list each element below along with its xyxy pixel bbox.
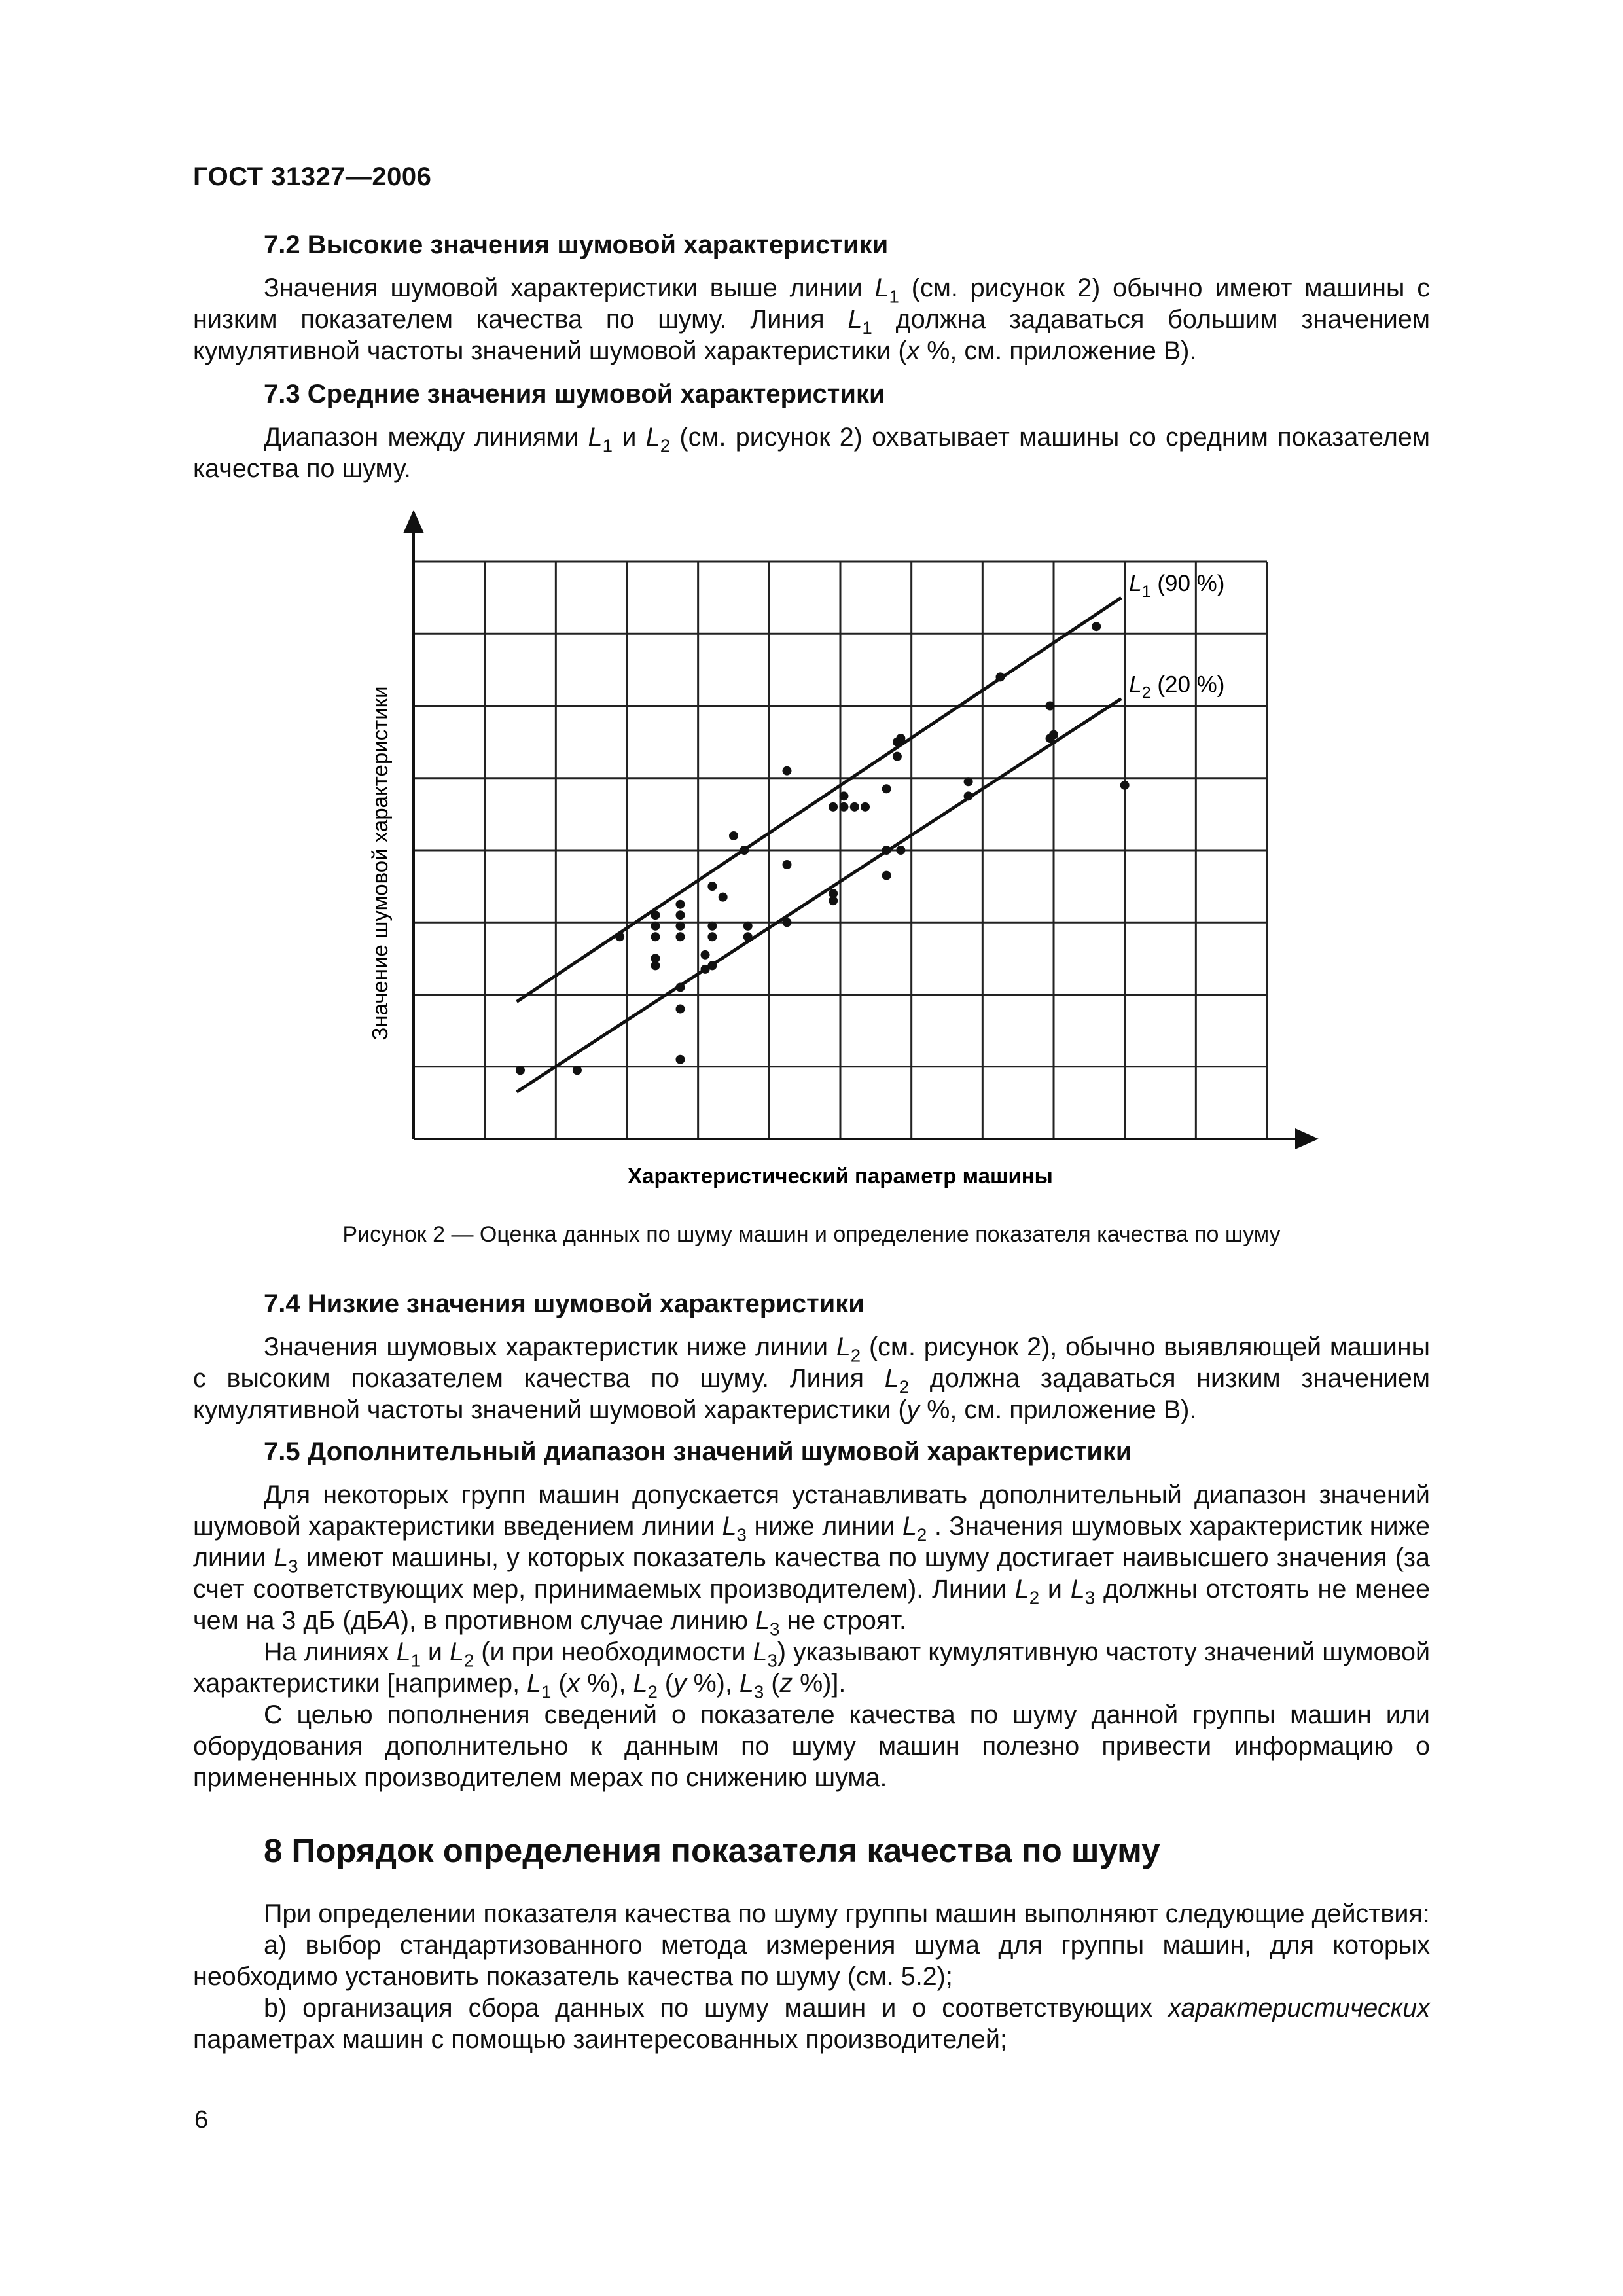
data-point (701, 950, 710, 960)
regression-line-l1 (517, 598, 1122, 1001)
data-point (893, 752, 902, 761)
figure-caption: Рисунок 2 — Оценка данных по шуму машин и определение показателя качества по шуму (342, 1222, 1281, 1247)
x-axis-label: Характеристический параметр машины (628, 1164, 1053, 1188)
data-point (676, 922, 685, 931)
data-point (1049, 730, 1058, 740)
section-7-5-text: Для некоторых групп машин допускается устанавливать дополнительный диапазон значений шумовой характеристики введением линии $L_3$ ниже линии $L_2$ . Значения шумовых характеристик ниже линии $L_3$ имеют машины, у которых показатель качества по шуму достигает наивысшего значения (за счет соответствующих мер, принимаемых производителем). Линии $L_2$ и $L_3$ должны отстоять не менее чем на 3 дБ (дБA), в противном случае линию $L_3$ не строят. На линиях $L_1$ и $L_2$ (и при необходимости $L_3$) указывают кумулятивную частоту значений шумовой характеристики [например, $L_1$ (x %), $L_2$ (y %), $L_3$ (z %)]. С целью пополнения сведений о показателе качества по шуму данной группы машин или оборудования дополнительно к данным по шуму машин полезно привести информацию о примененных производителем мерах по снижению шума. (193, 1480, 1431, 1792)
data-point (839, 791, 848, 800)
data-point (829, 896, 838, 905)
data-point (743, 922, 753, 931)
data-point (783, 918, 792, 927)
data-point (676, 1055, 685, 1064)
data-point (839, 802, 848, 812)
page-number: 6 (194, 2106, 209, 2134)
section-7-3-title: 7.3 Средние значения шумовой характеристики (264, 380, 885, 408)
data-point (729, 831, 738, 840)
section-7-4-title: 7.4 Низкие значения шумовой характеристики (264, 1289, 865, 1318)
chart-grid (414, 562, 1267, 1139)
data-point (651, 961, 660, 970)
section-8-title: 8 Порядок определения показателя качества по шуму (264, 1832, 1160, 1869)
data-point (615, 932, 624, 941)
data-point (1046, 702, 1055, 711)
section-7-5-title: 7.5 Дополнительный диапазон значений шумовой характеристики (264, 1437, 1132, 1466)
data-point (676, 900, 685, 909)
data-point (896, 734, 905, 743)
data-point (743, 932, 753, 941)
data-point (783, 860, 792, 869)
section-7-2-text: Значения шумовой характеристики выше линии $L_1$ (см. рисунок 2) обычно имеют машины с низким показателем качества по шуму. Линия $L_1$ должна задаваться большим значением кумулятивной частоты значений шумовой характеристики (x %, см. приложение В). (193, 274, 1430, 365)
regression-line-l2 (517, 698, 1122, 1092)
data-point (651, 910, 660, 920)
data-point (676, 1005, 685, 1014)
data-point (516, 1066, 525, 1075)
data-point (707, 922, 717, 931)
data-point (651, 932, 660, 941)
data-point (861, 802, 870, 812)
data-point (882, 846, 891, 855)
data-point (707, 882, 717, 891)
data-point (783, 766, 792, 776)
section-7-3-text: Диапазон между линиями $L_1$ и $L_2$ (см. рисунок 2) охватывает машины со средним показателем качества по шуму. (193, 423, 1430, 483)
data-point (1120, 781, 1130, 790)
line-label-l1: $L_1$ (90 %) (1129, 571, 1225, 601)
data-point (719, 893, 728, 902)
data-point (829, 802, 838, 812)
data-point (676, 982, 685, 992)
section-7-4-text: Значения шумовых характеристик ниже линии $L_2$ (см. рисунок 2), обычно выявляющей машины с высоким показателем качества по шуму. Линия $L_2$ должна задаваться низким значением кумулятивной частоты значений шумовой характеристики (y %, см. приложение В). (193, 1333, 1430, 1424)
y-axis-label: Значение шумовой характеристики (368, 686, 392, 1041)
data-point (676, 910, 685, 920)
data-point (573, 1066, 582, 1075)
data-point (1092, 622, 1101, 631)
data-point (996, 672, 1005, 681)
data-point (707, 932, 717, 941)
data-point (896, 846, 905, 855)
data-point (676, 932, 685, 941)
line-label-l2: $L_2$ (20 %) (1129, 672, 1225, 702)
document-code: ГОСТ 31327—2006 (193, 162, 432, 191)
data-point (651, 922, 660, 931)
data-point (964, 777, 973, 786)
data-point (850, 802, 859, 812)
data-point (707, 961, 717, 970)
section-8-text: При определении показателя качества по шуму группы машин выполняют следующие действия: a) выбор стандартизованного метода измерения шума для группы машин, для которых необходимо установить показатель качества по шуму (см. 5.2); b) организация сбора данных по шуму машин и о соответствующих характеристических параметрах машин с помощью заинтересованных производителей; (193, 1899, 1430, 2054)
data-point (740, 846, 749, 855)
data-point (964, 791, 973, 800)
data-point (882, 784, 891, 793)
data-point (882, 871, 891, 880)
section-7-2-title: 7.2 Высокие значения шумовой характеристики (264, 230, 889, 259)
